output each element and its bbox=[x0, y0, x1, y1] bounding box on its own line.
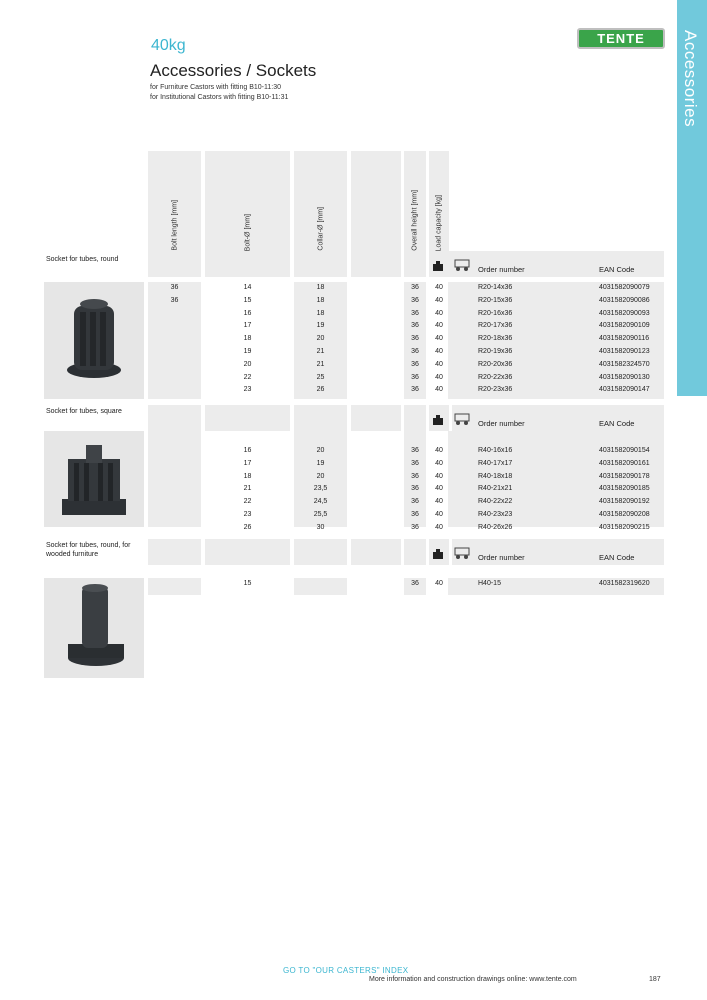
cell-order-number: R40-22x22 bbox=[478, 498, 513, 506]
col-label-bolt-length: Bolt length [mm] bbox=[171, 200, 178, 251]
ean-code-header: EAN Code bbox=[599, 419, 635, 428]
group-label-wooded: Socket for tubes, round, for wooded furniture bbox=[46, 542, 131, 558]
cell-ean: 4031582090130 bbox=[599, 373, 650, 381]
group-bar-cell bbox=[205, 405, 290, 431]
cell-overall-height: 36 bbox=[411, 386, 419, 394]
cell-ean: 4031582090185 bbox=[599, 485, 650, 493]
cell-ean: 4031582090154 bbox=[599, 447, 650, 454]
group-bar-cell bbox=[148, 405, 201, 431]
col-label-collar-dia: Collar-Ø [mm] bbox=[317, 207, 324, 251]
cell-bolt-dia: 22 bbox=[243, 498, 252, 506]
ean-code-header: EAN Code bbox=[599, 553, 635, 562]
cell-load-capacity: 40 bbox=[435, 335, 443, 343]
group-bar-cell bbox=[148, 539, 201, 565]
cell-order-number: R20-14x36 bbox=[478, 284, 513, 291]
cell-collar-dia: 21 bbox=[316, 348, 325, 355]
cell-bolt-dia: 17 bbox=[243, 322, 252, 330]
cell-collar-dia: 25 bbox=[316, 373, 325, 381]
cell-ean: 4031582090093 bbox=[599, 309, 650, 317]
page-title: Accessories / Sockets bbox=[150, 61, 317, 80]
cell-collar-dia: 30 bbox=[316, 523, 325, 531]
ean-code-header: EAN Code bbox=[599, 265, 635, 274]
cell-load-capacity: 40 bbox=[435, 360, 443, 368]
cell-overall-height: 36 bbox=[411, 498, 419, 506]
cell-overall-height: 36 bbox=[411, 296, 419, 304]
cell-ean: 4031582090161 bbox=[599, 459, 650, 467]
cell-collar-dia: 18 bbox=[316, 309, 325, 317]
cell-ean: 4031582090086 bbox=[599, 296, 650, 304]
cell-ean: 4031582090079 bbox=[599, 284, 650, 291]
cell-bolt-dia: 16 bbox=[243, 309, 252, 317]
cell-bolt-dia: 20 bbox=[243, 360, 252, 368]
caster-cart-icon bbox=[454, 412, 472, 426]
cell-load-capacity: 40 bbox=[435, 296, 443, 304]
order-number-header: Order number bbox=[478, 265, 525, 274]
cell-load-capacity: 40 bbox=[435, 348, 443, 355]
col-label-bolt-dia: Bolt-Ø [mm] bbox=[244, 213, 251, 251]
cell-overall-height: 36 bbox=[411, 485, 419, 493]
cell-bolt-dia: 14 bbox=[243, 284, 252, 291]
cell-bolt-dia: 26 bbox=[243, 523, 252, 531]
cell-ean: 4031582090147 bbox=[599, 386, 650, 394]
cell-overall-height: 36 bbox=[411, 511, 419, 518]
cell-ean: 4031582090215 bbox=[599, 523, 650, 531]
cell-collar-dia: 20 bbox=[316, 472, 325, 480]
col-header-bolt-length bbox=[148, 151, 201, 277]
cell-bolt-dia: 23 bbox=[243, 511, 252, 518]
cell-overall-height: 36 bbox=[411, 447, 419, 454]
cell-ean: 4031582090123 bbox=[599, 348, 650, 355]
side-tab-accessories[interactable] bbox=[677, 0, 707, 396]
cell-load-capacity: 40 bbox=[435, 459, 443, 467]
order-number-header: Order number bbox=[478, 419, 525, 428]
cell-ean: 4031582090208 bbox=[599, 511, 650, 518]
cell-bolt-dia: 18 bbox=[243, 335, 252, 343]
product-photo-round bbox=[44, 282, 144, 399]
cell-overall-height: 36 bbox=[411, 459, 419, 467]
group-bar-cell bbox=[294, 539, 347, 565]
cell-load-capacity: 40 bbox=[435, 386, 443, 394]
cell-bolt-dia: 15 bbox=[243, 580, 252, 587]
cell-collar-dia: 19 bbox=[316, 322, 325, 330]
cell-load-capacity: 40 bbox=[435, 511, 443, 518]
cell-order-number: R40-23x23 bbox=[478, 511, 513, 518]
product-photo-square bbox=[44, 431, 144, 527]
cell-collar-dia: 25,5 bbox=[313, 511, 328, 518]
col-label-overall-height: Overall height [mm] bbox=[411, 190, 419, 251]
col-header-empty bbox=[351, 151, 401, 277]
cell-ean: 4031582090178 bbox=[599, 472, 650, 480]
cell-order-number: R40-21x21 bbox=[478, 485, 513, 493]
cell-order-number: R20-16x36 bbox=[478, 309, 513, 317]
cell-bolt-length: 36 bbox=[170, 284, 179, 291]
cell-bolt-dia: 22 bbox=[243, 373, 252, 381]
cell-overall-height: 36 bbox=[411, 373, 419, 381]
cell-order-number: R20-15x36 bbox=[478, 296, 513, 304]
cell-order-number: R40-18x18 bbox=[478, 472, 513, 480]
cell-collar-dia: 18 bbox=[316, 296, 325, 304]
cell-overall-height: 36 bbox=[411, 360, 419, 368]
cell-bolt-dia: 15 bbox=[243, 296, 252, 304]
cell-overall-height: 36 bbox=[411, 322, 419, 330]
cell-ean: 4031582090116 bbox=[599, 335, 650, 343]
cell-load-capacity: 40 bbox=[435, 580, 443, 587]
weight-icon bbox=[432, 259, 444, 271]
group-bar-cell bbox=[404, 405, 426, 431]
cell-order-number: R20-22x36 bbox=[478, 373, 513, 381]
footer-info: More information and construction drawings online: www.tente.com bbox=[369, 976, 577, 983]
caster-cart-icon bbox=[454, 546, 472, 560]
group-label-square: Socket for tubes, square bbox=[46, 408, 122, 415]
cell-load-capacity: 40 bbox=[435, 472, 443, 480]
cell-order-number: R40-17x17 bbox=[478, 459, 513, 467]
cell-ean: 4031582319620 bbox=[599, 580, 650, 587]
cell-order-number: R20-19x36 bbox=[478, 348, 513, 355]
col-header-bolt-dia bbox=[205, 151, 290, 277]
col-label-load-capacity: Load capacity [kg] bbox=[435, 194, 443, 251]
cell-collar-dia: 19 bbox=[316, 459, 325, 467]
subtitle-institutional: for Institutional Castors with fitting B10-11:31 bbox=[150, 94, 289, 101]
col-header-overall-height bbox=[404, 151, 426, 277]
group-bar-cell bbox=[294, 405, 347, 431]
cell-collar-dia: 26 bbox=[316, 386, 325, 394]
cell-order-number: H40-15 bbox=[478, 580, 501, 587]
cell-load-capacity: 40 bbox=[435, 523, 443, 531]
cell-overall-height: 36 bbox=[411, 348, 419, 355]
shade-bolt-length bbox=[148, 578, 201, 595]
weight-icon bbox=[432, 547, 444, 559]
subtitle-furniture: for Furniture Castors with fitting B10-11:30 bbox=[150, 84, 281, 91]
weight-icon bbox=[432, 413, 444, 425]
cell-bolt-length: 36 bbox=[170, 296, 179, 304]
cell-overall-height: 36 bbox=[411, 472, 419, 480]
cell-load-capacity: 40 bbox=[435, 284, 443, 291]
group-bar-cell bbox=[351, 539, 401, 565]
cell-ean: 4031582090109 bbox=[599, 322, 650, 330]
cell-overall-height: 36 bbox=[411, 309, 419, 317]
cell-collar-dia: 18 bbox=[316, 284, 325, 291]
cell-collar-dia: 20 bbox=[316, 335, 325, 343]
cell-order-number: R20-17x36 bbox=[478, 322, 513, 330]
cell-overall-height: 36 bbox=[411, 335, 419, 343]
cell-load-capacity: 40 bbox=[435, 498, 443, 506]
cell-load-capacity: 40 bbox=[435, 309, 443, 317]
side-tab-label: Accessories bbox=[681, 30, 700, 128]
product-photo-wooded bbox=[44, 578, 144, 678]
cell-collar-dia: 20 bbox=[316, 447, 325, 454]
cell-bolt-dia: 23 bbox=[243, 386, 252, 394]
cell-order-number: R20-18x36 bbox=[478, 335, 513, 343]
order-number-header: Order number bbox=[478, 553, 525, 562]
tente-logo: TENTE bbox=[577, 28, 665, 49]
cell-order-number: R20-23x36 bbox=[478, 386, 513, 394]
cell-order-number: R40-26x26 bbox=[478, 523, 513, 531]
cell-overall-height: 36 bbox=[411, 523, 419, 531]
cell-load-capacity: 40 bbox=[435, 485, 443, 493]
page-number: 187 bbox=[649, 976, 661, 983]
cell-collar-dia: 21 bbox=[316, 360, 325, 368]
casters-index-link[interactable]: GO TO "OUR CASTERS" INDEX bbox=[283, 966, 409, 975]
shade-collar bbox=[294, 578, 347, 595]
cell-load-capacity: 40 bbox=[435, 322, 443, 330]
cell-ean: 4031582324570 bbox=[599, 360, 650, 368]
cell-ean: 4031582090192 bbox=[599, 498, 650, 506]
cell-order-number: R20-20x36 bbox=[478, 360, 513, 368]
cell-bolt-dia: 19 bbox=[243, 348, 252, 355]
shade-bolt-length bbox=[148, 431, 201, 527]
cell-overall-height: 36 bbox=[411, 284, 419, 291]
cell-bolt-dia: 18 bbox=[243, 472, 252, 480]
cell-bolt-dia: 17 bbox=[243, 459, 252, 467]
caster-cart-icon bbox=[454, 258, 472, 272]
cell-collar-dia: 23,5 bbox=[313, 485, 328, 493]
col-header-collar-dia bbox=[294, 151, 347, 277]
cell-load-capacity: 40 bbox=[435, 447, 443, 454]
weight-heading: 40kg bbox=[151, 37, 186, 54]
cell-order-number: R40-16x16 bbox=[478, 447, 513, 454]
group-bar-cell bbox=[351, 405, 401, 431]
cell-bolt-dia: 21 bbox=[243, 485, 252, 493]
cell-load-capacity: 40 bbox=[435, 373, 443, 381]
cell-overall-height: 36 bbox=[411, 580, 419, 587]
group-bar-cell bbox=[205, 539, 290, 565]
cell-collar-dia: 24,5 bbox=[313, 498, 328, 506]
cell-bolt-dia: 16 bbox=[243, 447, 252, 454]
group-bar-cell bbox=[404, 539, 426, 565]
group-label-round: Socket for tubes, round bbox=[46, 256, 119, 263]
